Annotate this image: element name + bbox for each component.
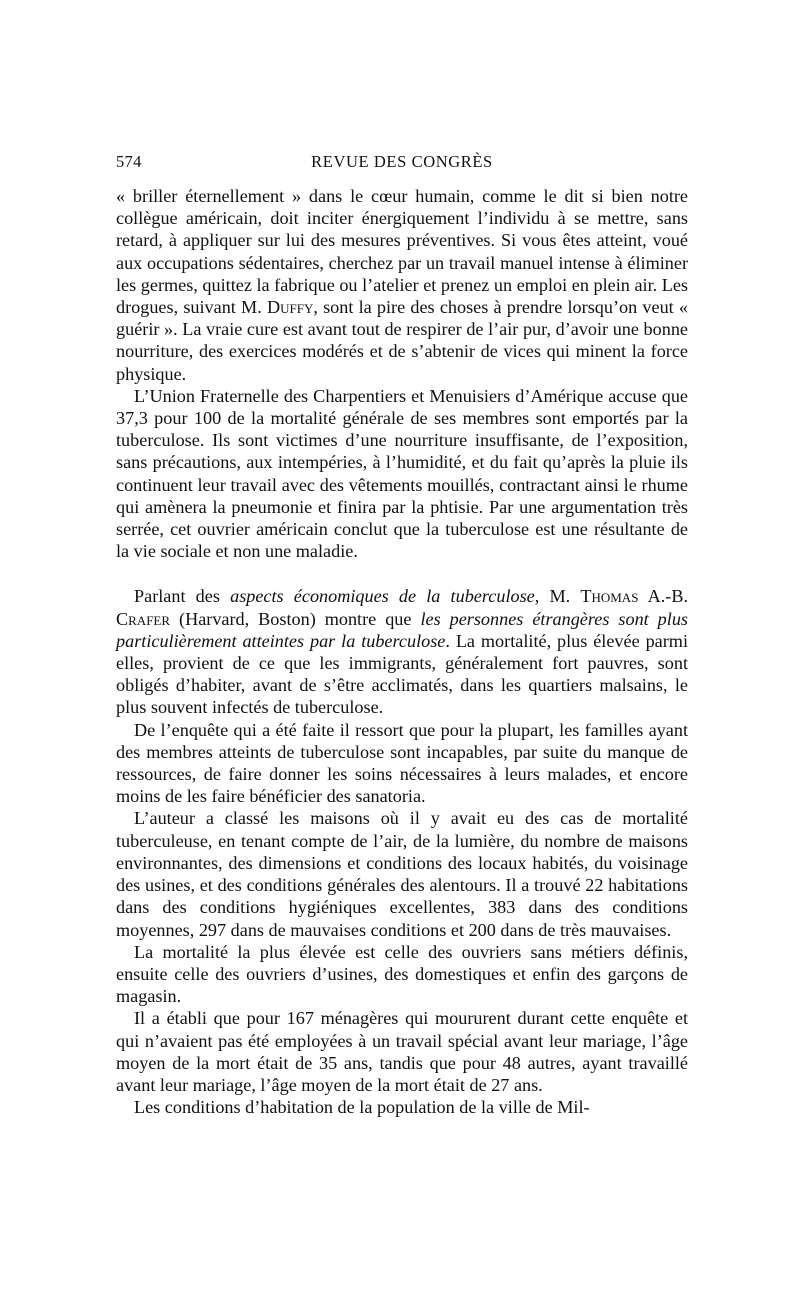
paragraph-4: De l’enquête qui a été faite il ressort que pour la plupart, les familles ayant des membres atteints de tuberculose sont incapables, par suite du manque de ressources, de faire donner les soins nécessaires à leurs malades, et encore moins de les faire bénéficier des sanatoria.	[116, 719, 688, 807]
paragraph-1: « briller éternellement » dans le cœur humain, comme le dit si bien notre collègue américain, doit inciter énergiquement l’individu à se mettre, sans retard, à appliquer sur lui des mesures préventives. Si vous êtes atteint, voué aux occupations sédentaires, cherchez par un travail manuel intense à éliminer les germes, quittez la fabrique ou l’atelier et prenez un emploi en plein air. Les drogues, suivant M. Duffy, sont la pire des choses à prendre lorsqu’on veut « guérir ». La vraie cure est avant tout de respirer de l’air pur, d’avoir une bonne nourriture, des exercices modérés et de s’abtenir de vices qui minent la force physique.	[116, 186, 688, 384]
author-name: Thomas A.-B. Crafer	[116, 586, 688, 629]
paragraph-7: Il a établi que pour 167 ménagères qui moururent durant cette enquête et qui n’avaient pas été employées à un travail spécial avant leur mariage, l’âge moyen de la mort était de 35 ans, tandis que pour 48 autres, ayant travaillé avant leur mariage, l’âge moyen de la mort était de 27 ans.	[116, 1008, 688, 1095]
paragraph-5: L’auteur a classé les maisons où il y avait eu des cas de mortalité tuberculeuse, en tenant compte de l’air, de la lumière, du nombre de maisons environnantes, des dimensions et conditions des locaux habités, du voisinage des usines, et des conditions générales des alentours. Il a trouvé 22 habitations dans des conditions hygiéniques excellentes, 383 dans des conditions moyennes, 297 dans de mauvaises conditions et 200 dans de très mauvaises.	[116, 808, 688, 940]
italic-thesis: les personnes étrangères sont plus particulièrement atteintes par la tuberculose	[116, 608, 688, 651]
running-header	[116, 152, 688, 178]
paragraph-3: Parlant des aspects économiques de la tuberculose, M. Thomas A.-B. Crafer (Harvard, Boston) montre que les personnes étrangères sont plus particulièrement atteintes par la tuberculose. La mortalité, plus élevée parmi elles, provient de ce que les immigrants, généralement fort pauvres, sont obligés d’habiter, avant de s’être acclimatés, dans les quartiers malsains, le plus souvent infectés de tuberculose.	[116, 586, 688, 718]
body-text	[116, 185, 688, 1118]
paragraph-2: L’Union Fraternelle des Charpentiers et Menuisiers d’Amérique accuse que 37,3 pour 100 de la mortalité générale de ses membres sont emportés par la tuberculose. Ils sont victimes d’une nourriture insuffisante, de l’exposition, sans précautions, aux intempéries, à l’humidité, et du fait qu’après la pluie ils continuent leur travail avec des vêtements mouillés, contractant ainsi le rhume qui amènera la pneumonie et finira par la phtisie. Par une argumentation très serrée, cet ouvrier américain conclut que la tuberculose est une résultante de la vie sociale et non une maladie.	[116, 385, 688, 562]
paragraph-6: La mortalité la plus élevée est celle des ouvriers sans métiers définis, ensuite celle des ouvriers d’usines, des domestiques et enfin des garçons de magasin.	[116, 941, 688, 1007]
paragraph-8: Les conditions d’habitation de la population de la ville de Mil-	[134, 1097, 590, 1118]
italic-topic: aspects économiques de la tuberculose	[230, 586, 535, 607]
running-title: REVUE DES CONGRÈS	[311, 152, 493, 171]
page-number: 574	[116, 152, 142, 171]
author-name: Duffy	[266, 297, 314, 318]
